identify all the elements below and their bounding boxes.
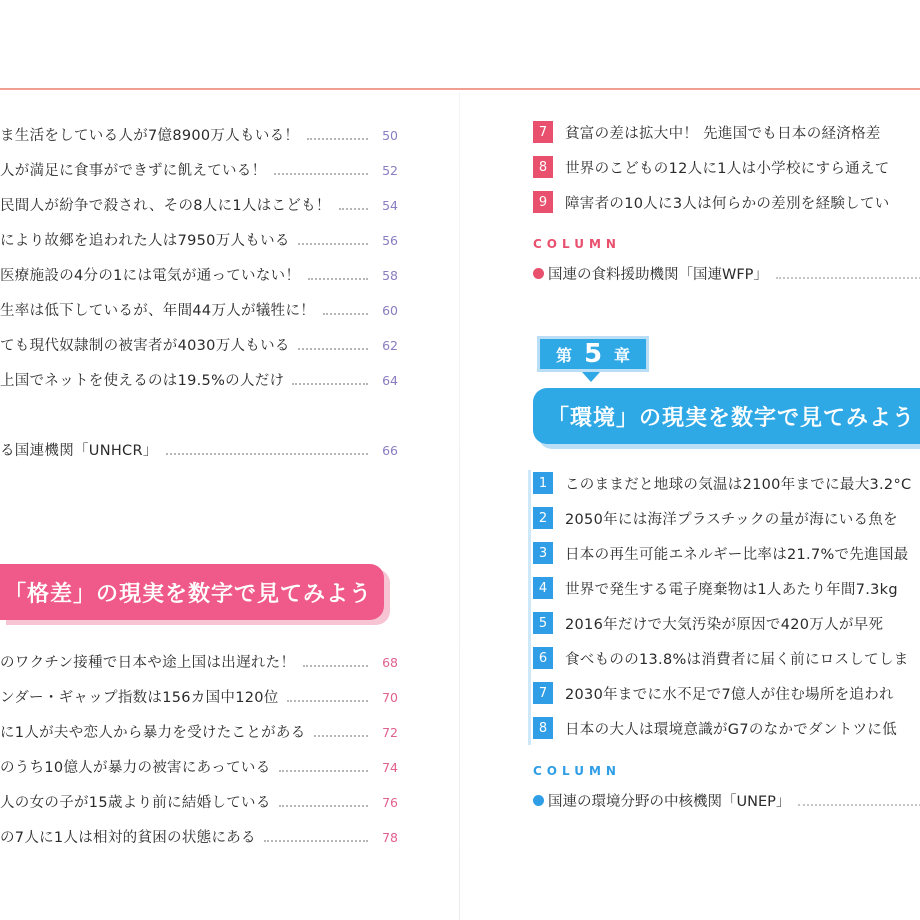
entry-title: 上国でネットを使えるのは19.5%の人だけ: [0, 373, 285, 389]
leader-dots: [798, 794, 920, 806]
entry-title: の7人に1人は相対的貧困の状態にある: [0, 830, 256, 846]
column-label: COLUMN: [533, 764, 621, 778]
page-number: 54: [382, 198, 398, 213]
item-number: 8: [533, 717, 553, 739]
entry-title: 貧富の差は拡大中！ 先進国でも日本の経済格差: [565, 125, 881, 142]
leader-dots: [308, 278, 368, 280]
item-number: 7: [533, 121, 553, 143]
page-gutter: [459, 92, 460, 920]
top-divider: [0, 88, 920, 90]
entry-title: により故郷を追われた人は7950万人もいる: [0, 233, 290, 249]
chapter-tag: [537, 336, 649, 372]
leader-dots: [279, 770, 368, 772]
entry-title: 2050年には海洋プラスチックの量が海にいる魚を: [565, 511, 898, 528]
entry-title: 人の女の子が15歳より前に結婚している: [0, 795, 271, 811]
list-accent-line: [528, 470, 531, 745]
entry-title: のワクチン接種で日本や途上国は出遅れた！: [0, 655, 296, 671]
toc-entry[interactable]: [533, 540, 920, 566]
entry-title: ンダー・ギャップ指数は156カ国中120位: [0, 690, 279, 706]
toc-entry[interactable]: [0, 189, 398, 215]
entry-title: 医療施設の4分の1には電気が通っていない！: [0, 268, 301, 284]
entry-title: ま生活をしている人が7億8900万人もいる！: [0, 128, 300, 144]
item-number: 9: [533, 191, 553, 213]
item-number: 7: [533, 682, 553, 704]
bullet-dot-icon: [533, 268, 544, 279]
leader-dots: [314, 735, 368, 737]
item-number: 6: [533, 647, 553, 669]
page-number: 66: [382, 443, 398, 458]
column-entry[interactable]: [0, 434, 398, 460]
item-number: 2: [533, 507, 553, 529]
entry-title: 民間人が紛争で殺され、その8人に1人はこども！: [0, 198, 331, 214]
chapter-suffix: 章: [614, 345, 631, 365]
entry-title: 日本の大人は環境意識がG7のなかでダントツに低: [565, 721, 898, 738]
toc-entry[interactable]: [533, 715, 920, 741]
leader-dots: [307, 138, 368, 140]
entry-title: 障害者の10人に3人は何らかの差別を経験してい: [565, 195, 890, 212]
leader-dots: [303, 665, 368, 667]
leader-dots: [274, 173, 368, 175]
column-entry[interactable]: [533, 262, 920, 284]
toc-entry[interactable]: [0, 716, 398, 742]
entry-title: 国連の食料援助機関「国連WFP」: [548, 266, 768, 283]
chapter-banner-inequality: [0, 564, 384, 620]
toc-entry[interactable]: [533, 470, 920, 496]
chapter-title: 「格差」の現実を数字で見てみよう: [4, 581, 373, 607]
page-number: 72: [382, 725, 398, 740]
toc-entry[interactable]: [0, 364, 398, 390]
column-label: COLUMN: [533, 237, 621, 251]
page-number: 70: [382, 690, 398, 705]
toc-entry[interactable]: [0, 224, 398, 250]
entry-title: 世界のこどもの12人に1人は小学校にすら通えて: [565, 160, 890, 177]
item-number: 1: [533, 472, 553, 494]
toc-entry[interactable]: [533, 189, 920, 215]
leader-dots: [166, 453, 368, 455]
toc-entry[interactable]: [0, 681, 398, 707]
page-number: 50: [382, 128, 398, 143]
leader-dots: [298, 348, 368, 350]
page-number: 58: [382, 268, 398, 283]
chapter-title: 「環境」の現実を数字で見てみよう: [547, 405, 916, 431]
page-number: 68: [382, 655, 398, 670]
toc-entry[interactable]: [533, 575, 920, 601]
entry-title: に1人が夫や恋人から暴力を受けたことがある: [0, 725, 306, 741]
page-number: 60: [382, 303, 398, 318]
entry-title: 世界で発生する電子廃棄物は1人あたり年間7.3kg: [565, 581, 898, 598]
entry-title: 人が満足に食事ができずに飢えている！: [0, 163, 267, 179]
page-number: 76: [382, 795, 398, 810]
entry-title: のうち10億人が暴力の被害にあっている: [0, 760, 271, 776]
leader-dots: [287, 700, 368, 702]
item-number: 8: [533, 156, 553, 178]
leader-dots: [339, 208, 368, 210]
leader-dots: [776, 267, 920, 279]
item-number: 5: [533, 612, 553, 634]
leader-dots: [323, 313, 368, 315]
toc-entry[interactable]: [533, 505, 920, 531]
toc-entry[interactable]: [0, 329, 398, 355]
toc-entry[interactable]: [0, 154, 398, 180]
entry-title: 生率は低下しているが、年間44万人が犠牲に！: [0, 303, 316, 319]
chapter-prefix: 第: [555, 345, 572, 365]
leader-dots: [292, 383, 368, 385]
toc-entry[interactable]: [0, 259, 398, 285]
entry-title: る国連機関「UNHCR」: [0, 443, 158, 459]
leader-dots: [264, 840, 368, 842]
toc-entry[interactable]: [533, 645, 920, 671]
entry-title: 食べものの13.8%は消費者に届く前にロスしてしま: [565, 651, 909, 668]
bullet-dot-icon: [533, 795, 544, 806]
leader-dots: [298, 243, 368, 245]
entry-title: 2016年だけで大気汚染が原因で420万人が早死: [565, 616, 884, 633]
chapter-banner-environment: [533, 388, 920, 444]
toc-entry[interactable]: [0, 119, 398, 145]
entry-title: ても現代奴隷制の被害者が4030万人もいる: [0, 338, 290, 354]
page-number: 62: [382, 338, 398, 353]
item-number: 4: [533, 577, 553, 599]
entry-title: 日本の再生可能エネルギー比率は21.7%で先進国最: [565, 546, 909, 563]
toc-entry[interactable]: [533, 119, 920, 145]
column-entry[interactable]: [533, 789, 920, 811]
entry-title: 2030年までに水不足で7億人が住む場所を追われ: [565, 686, 894, 703]
tag-pointer-icon: [582, 372, 600, 382]
entry-title: 国連の環境分野の中核機関「UNEP」: [548, 793, 791, 810]
toc-entry[interactable]: [0, 294, 398, 320]
page-number: 74: [382, 760, 398, 775]
toc-entry[interactable]: [0, 751, 398, 777]
page-number: 78: [382, 830, 398, 845]
page-number: 52: [382, 163, 398, 178]
page-number: 64: [382, 373, 398, 388]
item-number: 3: [533, 542, 553, 564]
chapter-number: 5: [583, 339, 603, 369]
toc-entry[interactable]: [533, 610, 920, 636]
entry-title: このままだと地球の気温は2100年までに最大3.2°C: [565, 476, 912, 493]
page-number: 56: [382, 233, 398, 248]
toc-entry[interactable]: [0, 646, 398, 672]
toc-entry[interactable]: [533, 680, 920, 706]
toc-entry[interactable]: [0, 821, 398, 847]
leader-dots: [279, 805, 368, 807]
toc-entry[interactable]: [533, 154, 920, 180]
toc-entry[interactable]: [0, 786, 398, 812]
